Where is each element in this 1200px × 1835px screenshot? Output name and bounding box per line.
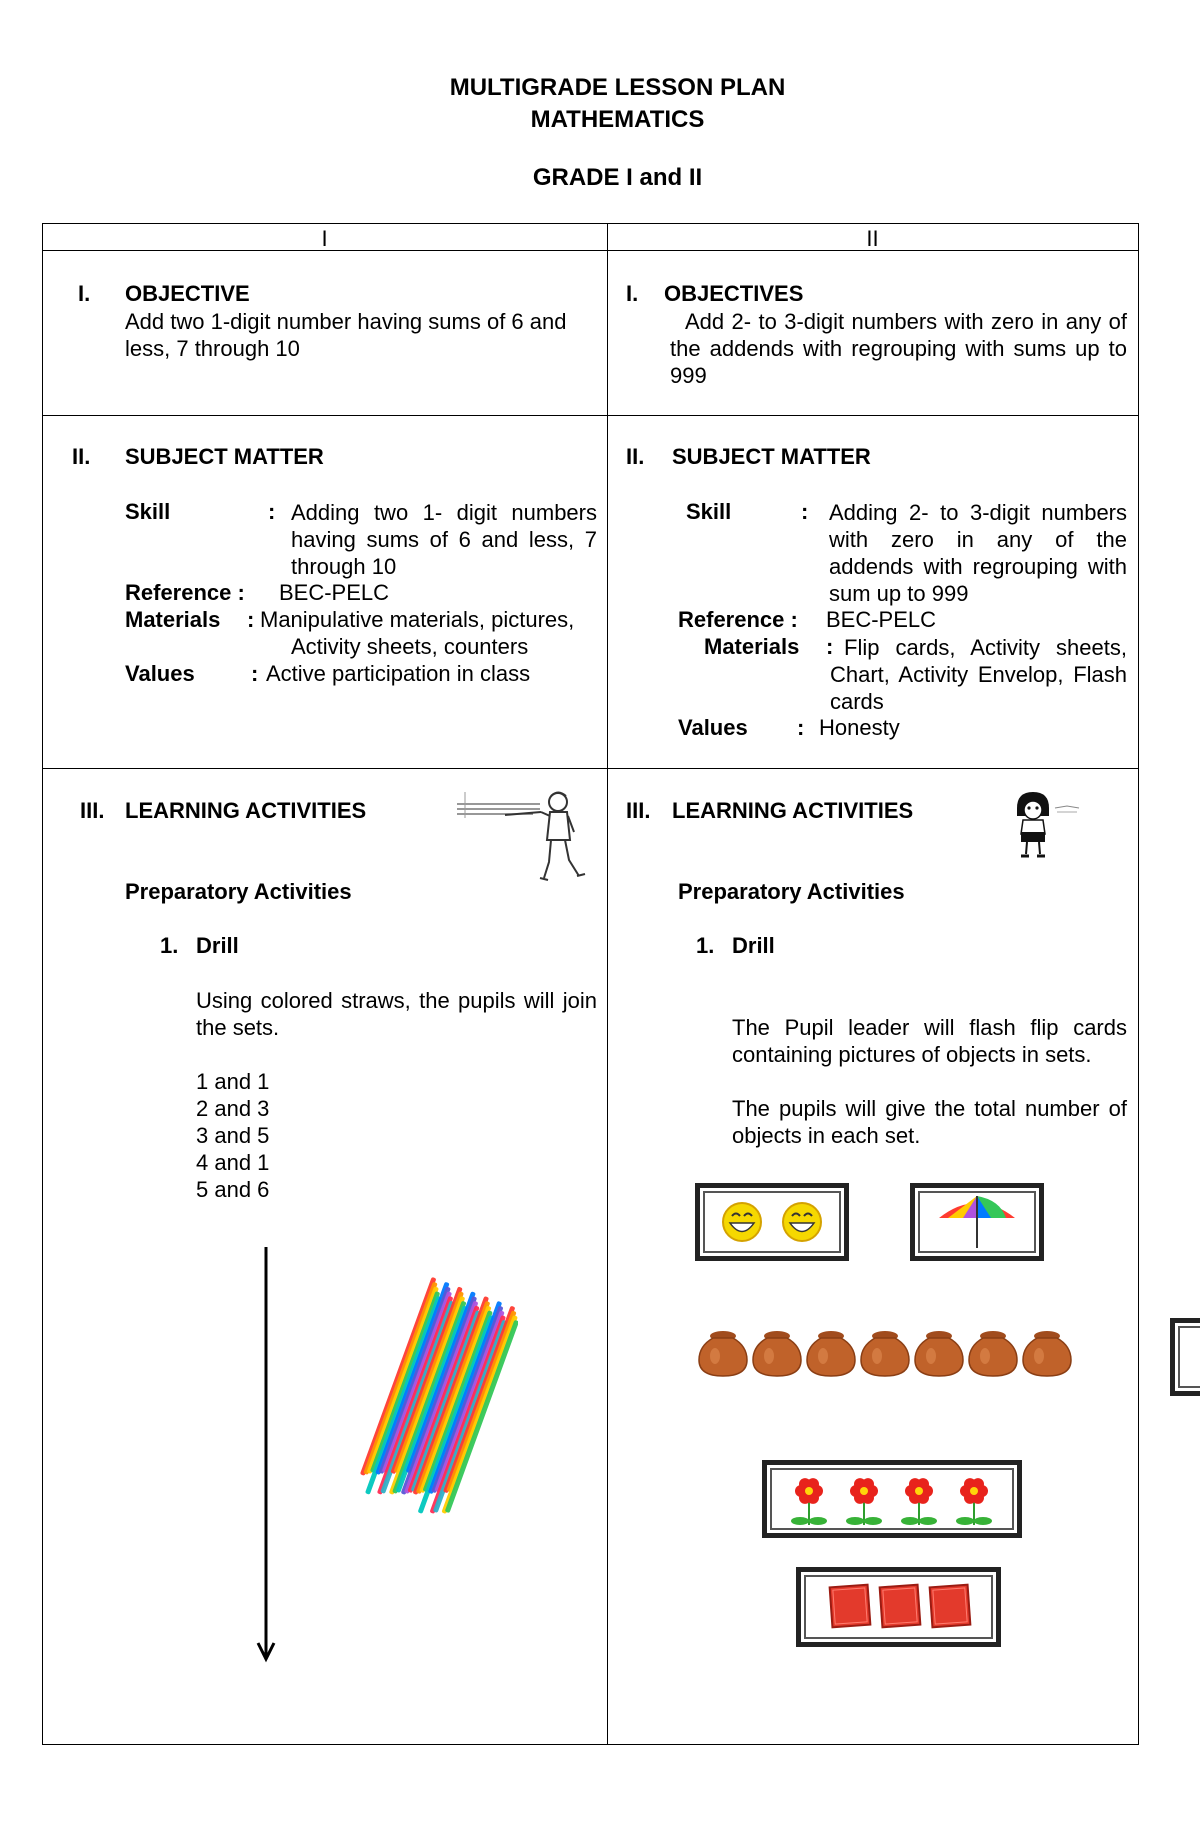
g1-pairs-list (196, 1068, 269, 1203)
g1-learning-num: III. (80, 798, 105, 823)
g2-reference-value: BEC-PELC (826, 607, 937, 632)
clay-pots-row (697, 1330, 1089, 1380)
g2-skill-label: Skill (686, 499, 732, 524)
g2-subject-title: SUBJECT MATTER (672, 444, 871, 469)
g1-materials-value2: Activity sheets, counters (291, 634, 529, 659)
girl-illustration (1005, 790, 1105, 860)
g1-objective-num: I. (78, 281, 91, 306)
flashcard-smileys (695, 1183, 849, 1261)
flashcard-flowers (762, 1460, 1022, 1538)
column-head-grade2: II (866, 226, 879, 251)
down-arrow-icon (254, 1245, 278, 1665)
g1-reference-value: BEC-PELC (279, 580, 390, 605)
smiley-faces-picture (700, 1188, 844, 1256)
g1-objective-title: OBJECTIVE (125, 281, 250, 306)
g1-skill-value: Adding two 1- digit numbers having sums of 6 and less, 7 through 10 (291, 500, 597, 579)
red-books-picture (801, 1572, 996, 1642)
umbrella-icon (915, 1188, 1039, 1256)
flashcard-books (796, 1567, 1001, 1647)
g2-drill-num: 1. (696, 933, 715, 958)
g2-preparatory: Preparatory Activities (678, 879, 905, 904)
g2-learning-num: III. (626, 798, 651, 823)
list-item: 2 and 3 (196, 1096, 270, 1121)
g2-drill-text1: The Pupil leader will flash flip cards containing pictures of objects in sets. (732, 1015, 1127, 1067)
g2-values-value: Honesty (819, 715, 900, 740)
list-item: 1 and 1 (196, 1069, 270, 1094)
g2-objective-num: I. (626, 281, 639, 306)
doc-subject: MATHEMATICS (530, 106, 705, 133)
list-item: 4 and 1 (196, 1150, 270, 1175)
g1-objective-text: Add two 1-digit number having sums of 6 and less, 7 through 10 (125, 309, 567, 361)
g2-values-label: Values (678, 715, 748, 740)
g2-drill-text2: The pupils will give the total number of objects in each set. (732, 1096, 1127, 1148)
g1-values-value: Active participation in class (266, 661, 531, 686)
list-item: 5 and 6 (196, 1177, 270, 1202)
g1-reference-label: Reference : (125, 580, 245, 605)
g2-skill-value: Adding 2- to 3-digit numbers with zero in any of the addends with regrouping with sum up to 999 (829, 500, 1127, 606)
g1-subject-num: II. (72, 444, 91, 469)
g1-drill-num: 1. (160, 933, 179, 958)
g2-objective-text: Add 2- to 3-digit numbers with zero in any of the addends with regrouping with sums up to 999 (670, 309, 1127, 388)
list-item: 3 and 5 (196, 1123, 270, 1148)
g1-values-colon: : (251, 661, 259, 686)
g1-drill-title: Drill (196, 933, 239, 958)
red-flowers-picture (767, 1465, 1017, 1533)
g2-subject-num: II. (626, 444, 645, 469)
doc-title: MULTIGRADE LESSON PLAN (449, 74, 786, 101)
flashcard-partial (1170, 1318, 1200, 1396)
g2-objective-title: OBJECTIVES (664, 281, 804, 306)
g1-materials-value: Manipulative materials, pictures, (260, 607, 575, 632)
g2-materials-label: Materials (704, 634, 800, 659)
flashcard-umbrella (910, 1183, 1044, 1261)
g2-drill-title: Drill (732, 933, 775, 958)
g2-materials-colon: : (826, 634, 834, 659)
g2-learning-title: LEARNING ACTIVITIES (672, 798, 914, 823)
g1-drill-text: Using colored straws, the pupils will join the sets. (196, 988, 597, 1040)
g1-preparatory: Preparatory Activities (125, 879, 352, 904)
doc-grade: GRADE I and II (532, 164, 703, 191)
g2-skill-colon: : (801, 499, 809, 524)
g1-values-label: Values (125, 661, 195, 686)
g1-materials-colon: : (247, 607, 255, 632)
g1-subject-title: SUBJECT MATTER (125, 444, 324, 469)
g1-materials-label: Materials (125, 607, 221, 632)
colored-straws-illustration (348, 1275, 518, 1535)
g1-skill-label: Skill (125, 499, 171, 524)
teacher-pointing-illustration (455, 790, 590, 882)
column-head-grade1: I (321, 226, 328, 251)
g2-values-colon: : (797, 715, 805, 740)
g2-reference-label: Reference : (678, 607, 798, 632)
g1-skill-colon: : (268, 499, 276, 524)
g2-materials-value: Flip cards, Activity sheets, Chart, Activity Envelop, Flash cards (830, 635, 1127, 714)
g1-learning-title: LEARNING ACTIVITIES (125, 798, 367, 823)
